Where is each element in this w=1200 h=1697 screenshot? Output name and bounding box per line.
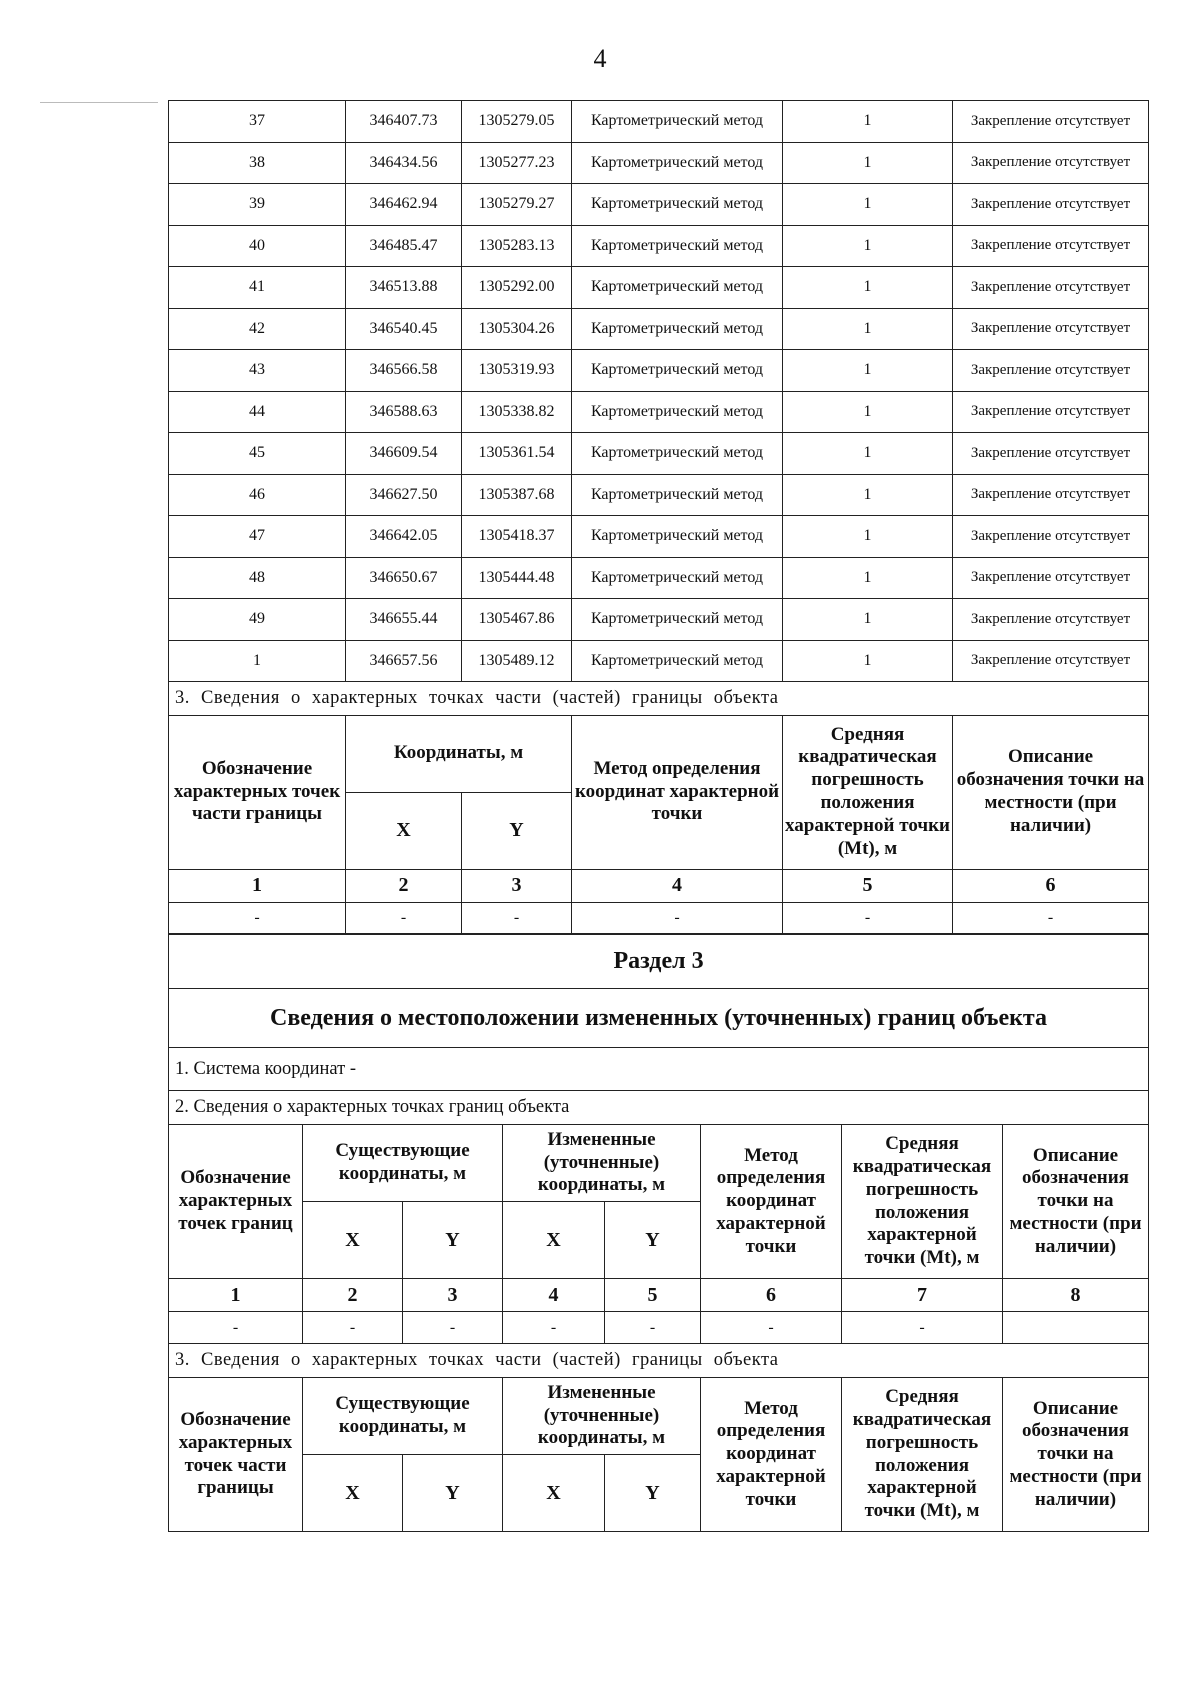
x-coordinate: 346462.94 <box>346 184 462 226</box>
col-x-header: X <box>303 1202 403 1279</box>
point-number: 48 <box>169 557 346 599</box>
empty-cell: - <box>842 1312 1003 1344</box>
fixing-description: Закрепление отсутствует <box>953 474 1149 516</box>
fixing-description: Закрепление отсутствует <box>953 101 1149 143</box>
section3-table <box>168 933 1149 1532</box>
col-method-header: Метод определения координат характерной точки <box>701 1378 842 1532</box>
y-coordinate: 1305277.23 <box>462 142 572 184</box>
col-coords-header: Координаты, м <box>346 715 572 792</box>
col-description-header: Описание обозначения точки на местности (при наличии) <box>1003 1125 1149 1279</box>
mt-error: 1 <box>783 225 953 267</box>
fixing-description: Закрепление отсутствует <box>953 516 1149 558</box>
empty-cell: - <box>169 1312 303 1344</box>
col-designation-header: Обозначение характерных точек части границы <box>169 715 346 869</box>
empty-cell: - <box>503 1312 605 1344</box>
fixing-description: Закрепление отсутствует <box>953 184 1149 226</box>
point-number: 42 <box>169 308 346 350</box>
empty-cell: - <box>953 902 1149 934</box>
x-coordinate: 346627.50 <box>346 474 462 516</box>
y-coordinate: 1305489.12 <box>462 640 572 682</box>
method: Картометрический метод <box>572 350 783 392</box>
fixing-description: Закрепление отсутствует <box>953 350 1149 392</box>
document-tables <box>168 100 1148 1532</box>
col-x-header: X <box>303 1455 403 1532</box>
x-coordinate: 346642.05 <box>346 516 462 558</box>
mt-error: 1 <box>783 101 953 143</box>
mt-error: 1 <box>783 599 953 641</box>
y-coordinate: 1305418.37 <box>462 516 572 558</box>
method: Картометрический метод <box>572 391 783 433</box>
points-table-body <box>169 101 1149 682</box>
y-coordinate: 1305338.82 <box>462 391 572 433</box>
col-method-header: Метод определения координат характерной точки <box>701 1125 842 1279</box>
point-number: 45 <box>169 433 346 475</box>
mt-error: 1 <box>783 433 953 475</box>
mt-error: 1 <box>783 391 953 433</box>
method: Картометрический метод <box>572 184 783 226</box>
empty-cell: - <box>403 1312 503 1344</box>
part-heading: 3. Сведения о характерных точках части (частей) границы объекта <box>169 1344 1149 1378</box>
point-number: 41 <box>169 267 346 309</box>
y-coordinate: 1305361.54 <box>462 433 572 475</box>
point-number: 37 <box>169 101 346 143</box>
fixing-description: Закрепление отсутствует <box>953 225 1149 267</box>
method: Картометрический метод <box>572 142 783 184</box>
empty-cell: - <box>462 902 572 934</box>
mt-error: 1 <box>783 308 953 350</box>
col-y-header: Y <box>403 1202 503 1279</box>
col-changed-header: Измененные (уточненные) координаты, м <box>503 1378 701 1455</box>
empty-cell: - <box>303 1312 403 1344</box>
empty-cell: - <box>701 1312 842 1344</box>
method: Картометрический метод <box>572 557 783 599</box>
empty-cell: - <box>783 902 953 934</box>
method: Картометрический метод <box>572 433 783 475</box>
mt-error: 1 <box>783 516 953 558</box>
mt-error: 1 <box>783 184 953 226</box>
fixing-description: Закрепление отсутствует <box>953 142 1149 184</box>
table-row <box>169 267 1149 309</box>
table-row <box>169 433 1149 475</box>
table-row <box>169 599 1149 641</box>
method: Картометрический метод <box>572 225 783 267</box>
mt-error: 1 <box>783 350 953 392</box>
method: Картометрический метод <box>572 101 783 143</box>
fixing-description: Закрепление отсутствует <box>953 308 1149 350</box>
point-number: 46 <box>169 474 346 516</box>
col-x-header: X <box>346 792 462 869</box>
y-coordinate: 1305279.27 <box>462 184 572 226</box>
col-number: 6 <box>953 869 1149 902</box>
y-coordinate: 1305304.26 <box>462 308 572 350</box>
col-number: 1 <box>169 869 346 902</box>
x-coordinate: 346540.45 <box>346 308 462 350</box>
col-number: 4 <box>503 1279 605 1312</box>
method: Картометрический метод <box>572 599 783 641</box>
mt-error: 1 <box>783 640 953 682</box>
x-coordinate: 346407.73 <box>346 101 462 143</box>
empty-cell: - <box>169 902 346 934</box>
point-number: 1 <box>169 640 346 682</box>
scan-artifact-line <box>40 102 158 103</box>
table-row <box>169 142 1149 184</box>
x-coordinate: 346655.44 <box>346 599 462 641</box>
col-number: 5 <box>605 1279 701 1312</box>
empty-cell: - <box>572 902 783 934</box>
x-coordinate: 346657.56 <box>346 640 462 682</box>
point-number: 44 <box>169 391 346 433</box>
mt-error: 1 <box>783 557 953 599</box>
col-error-header: Средняя квадратическая погрешность положения характерной точки (Mt), м <box>842 1125 1003 1279</box>
table-row <box>169 101 1149 143</box>
point-number: 49 <box>169 599 346 641</box>
coordinate-system: 1. Система координат - <box>169 1048 1149 1091</box>
fixing-description: Закрепление отсутствует <box>953 599 1149 641</box>
col-number: 1 <box>169 1279 303 1312</box>
col-number: 6 <box>701 1279 842 1312</box>
section-subtitle: Сведения о местоположении измененных (уточненных) границ объекта <box>169 989 1149 1048</box>
col-designation-header: Обозначение характерных точек границ <box>169 1125 303 1279</box>
table-row <box>169 308 1149 350</box>
page-number: 4 <box>593 44 607 73</box>
fixing-description: Закрепление отсутствует <box>953 557 1149 599</box>
fixing-description: Закрепление отсутствует <box>953 433 1149 475</box>
col-method-header: Метод определения координат характерной точки <box>572 715 783 869</box>
points-heading: 2. Сведения о характерных точках границ объекта <box>169 1091 1149 1125</box>
col-changed-header: Измененные (уточненные) координаты, м <box>503 1125 701 1202</box>
table-row <box>169 557 1149 599</box>
y-coordinate: 1305444.48 <box>462 557 572 599</box>
empty-cell: - <box>346 902 462 934</box>
fixing-description: Закрепление отсутствует <box>953 391 1149 433</box>
y-coordinate: 1305319.93 <box>462 350 572 392</box>
table-row <box>169 391 1149 433</box>
col-number: 7 <box>842 1279 1003 1312</box>
section-title: Раздел 3 <box>169 934 1149 989</box>
col-number: 2 <box>303 1279 403 1312</box>
mt-error: 1 <box>783 474 953 516</box>
col-designation-header: Обозначение характерных точек части границы <box>169 1378 303 1532</box>
y-coordinate: 1305387.68 <box>462 474 572 516</box>
method: Картометрический метод <box>572 308 783 350</box>
col-error-header: Средняя квадратическая погрешность положения характерной точки (Mt), м <box>842 1378 1003 1532</box>
part-points-table <box>168 681 1149 935</box>
col-number: 2 <box>346 869 462 902</box>
col-y-header: Y <box>605 1455 701 1532</box>
table-row <box>169 184 1149 226</box>
y-coordinate: 1305279.05 <box>462 101 572 143</box>
col-x-header: X <box>503 1455 605 1532</box>
point-number: 38 <box>169 142 346 184</box>
point-number: 47 <box>169 516 346 558</box>
col-number: 5 <box>783 869 953 902</box>
y-coordinate: 1305283.13 <box>462 225 572 267</box>
col-number: 4 <box>572 869 783 902</box>
table-row <box>169 640 1149 682</box>
method: Картометрический метод <box>572 516 783 558</box>
col-number: 3 <box>462 869 572 902</box>
empty-cell <box>1003 1312 1149 1344</box>
point-number: 40 <box>169 225 346 267</box>
col-description-header: Описание обозначения точки на местности (при наличии) <box>1003 1378 1149 1532</box>
col-error-header: Средняя квадратическая погрешность положения характерной точки (Mt), м <box>783 715 953 869</box>
fixing-description: Закрепление отсутствует <box>953 267 1149 309</box>
y-coordinate: 1305292.00 <box>462 267 572 309</box>
method: Картометрический метод <box>572 474 783 516</box>
table-row <box>169 474 1149 516</box>
method: Картометрический метод <box>572 640 783 682</box>
mt-error: 1 <box>783 142 953 184</box>
col-existing-header: Существующие координаты, м <box>303 1378 503 1455</box>
mt-error: 1 <box>783 267 953 309</box>
x-coordinate: 346588.63 <box>346 391 462 433</box>
point-number: 39 <box>169 184 346 226</box>
x-coordinate: 346434.56 <box>346 142 462 184</box>
x-coordinate: 346566.58 <box>346 350 462 392</box>
table-row <box>169 350 1149 392</box>
method: Картометрический метод <box>572 267 783 309</box>
col-number: 8 <box>1003 1279 1149 1312</box>
col-y-header: Y <box>403 1455 503 1532</box>
empty-cell: - <box>605 1312 701 1344</box>
table-row <box>169 225 1149 267</box>
col-y-header: Y <box>605 1202 701 1279</box>
table-row <box>169 516 1149 558</box>
points-table <box>168 100 1149 682</box>
x-coordinate: 346609.54 <box>346 433 462 475</box>
col-existing-header: Существующие координаты, м <box>303 1125 503 1202</box>
col-description-header: Описание обозначения точки на местности (при наличии) <box>953 715 1149 869</box>
col-y-header: Y <box>462 792 572 869</box>
fixing-description: Закрепление отсутствует <box>953 640 1149 682</box>
col-number: 3 <box>403 1279 503 1312</box>
x-coordinate: 346485.47 <box>346 225 462 267</box>
x-coordinate: 346650.67 <box>346 557 462 599</box>
part-heading: 3. Сведения о характерных точках части (частей) границы объекта <box>169 681 1149 715</box>
point-number: 43 <box>169 350 346 392</box>
x-coordinate: 346513.88 <box>346 267 462 309</box>
col-x-header: X <box>503 1202 605 1279</box>
y-coordinate: 1305467.86 <box>462 599 572 641</box>
